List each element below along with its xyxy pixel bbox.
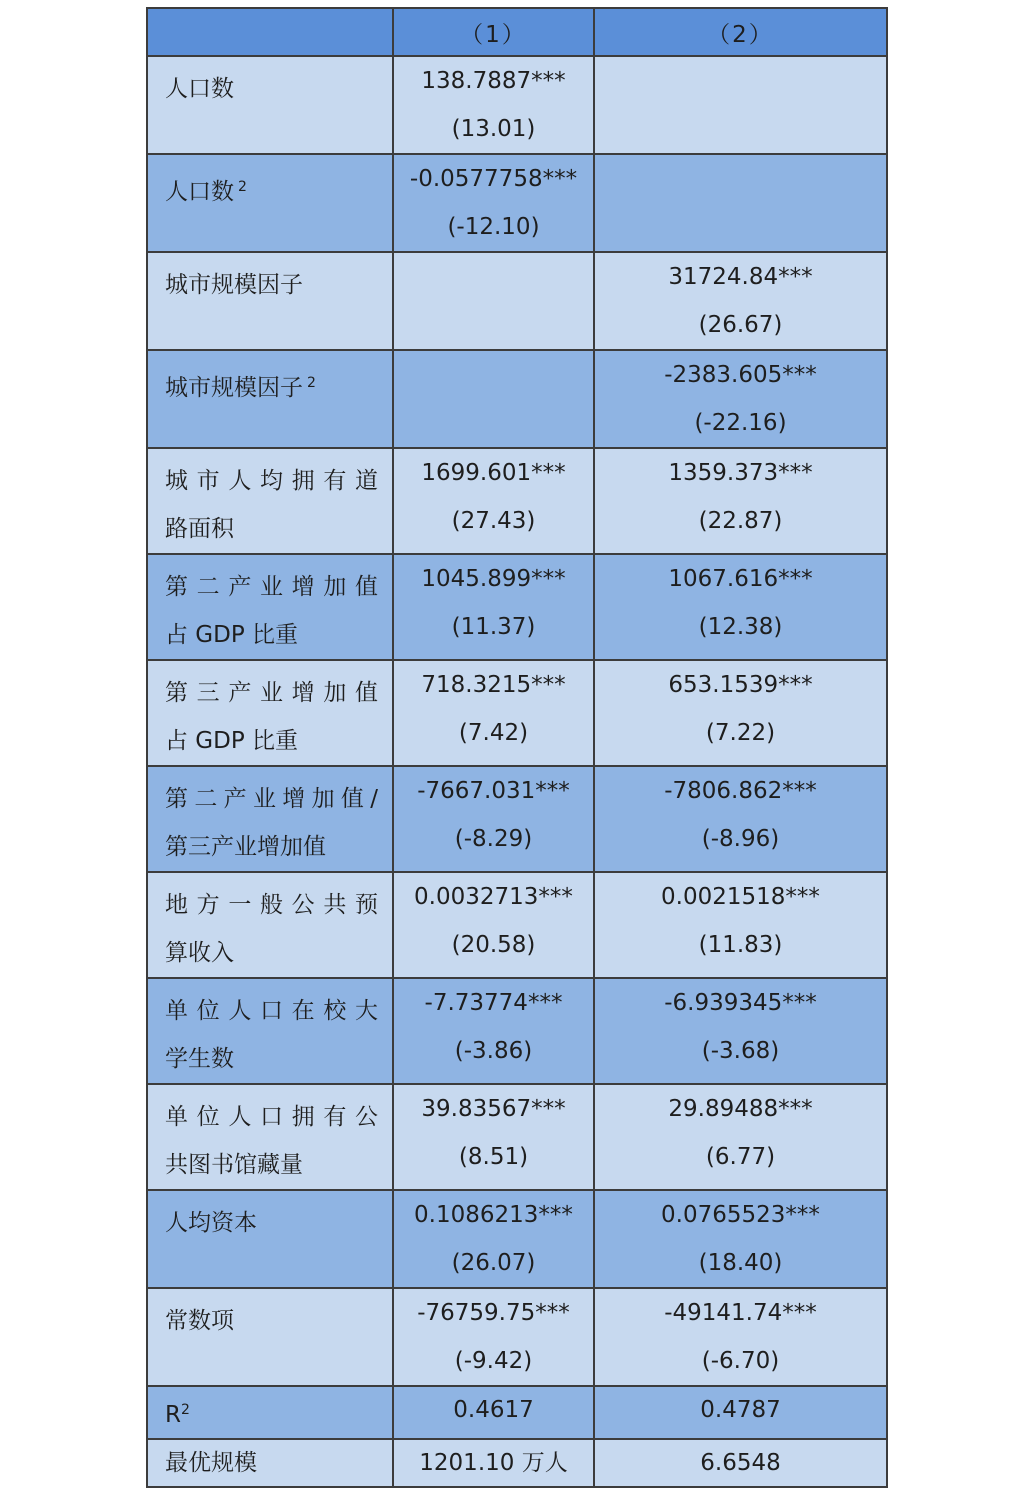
optimal-scale-row	[147, 1439, 887, 1487]
variable-label-cell	[147, 154, 393, 252]
header-cell-model-1: （1）	[393, 8, 594, 56]
coefficient-cell-c2	[594, 448, 887, 554]
t-statistic: (-9.42)	[454, 1348, 533, 1374]
table-row	[147, 766, 887, 872]
coefficient-value: -0.0577758***	[409, 166, 578, 192]
table-row	[147, 660, 887, 766]
superscript: 2	[238, 179, 247, 195]
coefficient-value: -7806.862***	[664, 778, 817, 804]
variable-label	[148, 253, 392, 309]
coefficient-cell-c2	[594, 1084, 887, 1190]
coefficient-value: -2383.605***	[664, 362, 817, 388]
regression-table	[146, 7, 888, 1488]
coefficient-cell-c2	[594, 154, 887, 252]
t-statistic: (-12.10)	[447, 214, 540, 240]
r-squared-cell-c2	[594, 1386, 887, 1439]
variable-label-line: 第三产业增加值	[165, 834, 326, 860]
t-statistic: (-3.86)	[454, 1038, 533, 1064]
variable-label-line: 共图书馆藏量	[165, 1152, 303, 1178]
coefficient-value: -49141.74***	[664, 1300, 817, 1326]
variable-label-cell	[147, 1084, 393, 1190]
coefficient-cell-c2	[594, 252, 887, 350]
variable-label	[148, 155, 392, 216]
variable-label-cell	[147, 350, 393, 448]
coefficient-value: 31724.84***	[668, 264, 813, 290]
variable-label-line: 占 GDP 比重	[165, 622, 299, 648]
coefficient-cell-c1	[393, 1084, 594, 1190]
r-squared-value: 0.4617	[453, 1397, 534, 1423]
table-row	[147, 1084, 887, 1190]
variable-label-line: 城市规模因子	[165, 375, 303, 401]
optimal-scale-label-cell	[147, 1439, 393, 1487]
table-row	[147, 554, 887, 660]
t-statistic: (11.37)	[451, 614, 536, 640]
coefficient-value: 0.1086213***	[414, 1202, 573, 1228]
coefficient-value: -7667.031***	[417, 778, 570, 804]
coefficient-value: 138.7887***	[421, 68, 566, 94]
coefficient-value: 1699.601***	[421, 460, 566, 486]
table-row	[147, 978, 887, 1084]
variable-label-cell	[147, 766, 393, 872]
variable-label-cell	[147, 554, 393, 660]
t-statistic: (-22.16)	[694, 410, 787, 436]
t-statistic: (-6.70)	[701, 1348, 780, 1374]
coefficient-cell-c1	[393, 872, 594, 978]
coefficient-cell-c2	[594, 872, 887, 978]
table-row	[147, 872, 887, 978]
header-cell-label	[147, 8, 393, 56]
table-row	[147, 448, 887, 554]
t-statistic: (-8.29)	[454, 826, 533, 852]
variable-label-line: 城市人均拥有道	[165, 468, 378, 494]
coefficient-value: 1359.373***	[668, 460, 813, 486]
r-squared-label-cell	[147, 1386, 393, 1439]
r-squared-cell-c1	[393, 1386, 594, 1439]
coefficient-value: 1045.899***	[421, 566, 566, 592]
t-statistic: (22.87)	[698, 508, 783, 534]
coefficient-cell-c2	[594, 1190, 887, 1288]
coefficient-cell-c1	[393, 350, 594, 448]
variable-label	[148, 555, 392, 659]
variable-label-line: 第三产业增加值	[165, 680, 378, 706]
variable-label-cell	[147, 1288, 393, 1386]
coefficient-value: 0.0021518***	[661, 884, 820, 910]
coefficient-cell-c1	[393, 978, 594, 1084]
variable-label	[148, 979, 392, 1083]
table-row	[147, 350, 887, 448]
superscript: 2	[307, 375, 316, 391]
r-squared-row	[147, 1386, 887, 1439]
variable-label-line: 城市规模因子	[165, 272, 303, 298]
variable-label-cell	[147, 448, 393, 554]
superscript: 2	[180, 1402, 190, 1418]
r-squared-value: 0.4787	[700, 1397, 781, 1423]
coefficient-cell-c2	[594, 978, 887, 1084]
header-cell-model-2: （2）	[594, 8, 887, 56]
variable-label	[148, 351, 392, 412]
coefficient-value: 39.83567***	[421, 1096, 566, 1122]
r-squared-text: R	[165, 1402, 181, 1428]
table-row	[147, 56, 887, 154]
coefficient-cell-c1	[393, 252, 594, 350]
t-statistic: (-8.96)	[701, 826, 780, 852]
coefficient-cell-c1	[393, 1190, 594, 1288]
coefficient-cell-c1	[393, 554, 594, 660]
variable-label-line: 路面积	[165, 516, 234, 542]
variable-label	[148, 767, 392, 871]
variable-label	[148, 1085, 392, 1189]
t-statistic: (12.38)	[698, 614, 783, 640]
coefficient-cell-c2	[594, 1288, 887, 1386]
t-statistic: (6.77)	[705, 1144, 776, 1170]
variable-label-line: 第二产业增加值	[165, 574, 378, 600]
variable-label-cell	[147, 252, 393, 350]
coefficient-cell-c2	[594, 766, 887, 872]
variable-label-line: 单位人口在校大	[165, 998, 378, 1024]
variable-label-cell	[147, 660, 393, 766]
t-statistic: (13.01)	[451, 116, 536, 142]
variable-label-cell	[147, 978, 393, 1084]
coefficient-value: 653.1539***	[668, 672, 813, 698]
table-row	[147, 154, 887, 252]
variable-label-cell	[147, 1190, 393, 1288]
coefficient-value: -6.939345***	[664, 990, 817, 1016]
variable-label-line: 常数项	[165, 1308, 234, 1334]
optimal-scale-cell-c1	[393, 1439, 594, 1487]
optimal-scale-value: 6.6548	[700, 1450, 781, 1476]
table-row	[147, 252, 887, 350]
header-row	[147, 8, 887, 56]
coefficient-cell-c2	[594, 350, 887, 448]
coefficient-value: -76759.75***	[417, 1300, 570, 1326]
variable-label	[148, 449, 392, 553]
table-row	[147, 1288, 887, 1386]
variable-label-cell	[147, 56, 393, 154]
coefficient-cell-c1	[393, 1288, 594, 1386]
table-row	[147, 1190, 887, 1288]
t-statistic: (20.58)	[451, 932, 536, 958]
variable-label-line: 人口数	[165, 76, 234, 102]
t-statistic: (11.83)	[698, 932, 783, 958]
variable-label	[148, 1289, 392, 1345]
coefficient-cell-c1	[393, 56, 594, 154]
coefficient-value: -7.73774***	[424, 990, 563, 1016]
variable-label-line: 学生数	[165, 1046, 234, 1072]
r-squared-label	[148, 1387, 392, 1438]
optimal-scale-cell-c2	[594, 1439, 887, 1487]
variable-label	[148, 873, 392, 977]
coefficient-cell-c2	[594, 660, 887, 766]
optimal-scale-label: 最优规模	[165, 1450, 257, 1476]
coefficient-cell-c1	[393, 154, 594, 252]
variable-label-line: 占 GDP 比重	[165, 728, 299, 754]
coefficient-value: 1067.616***	[668, 566, 813, 592]
variable-label-line: 地方一般公共预	[165, 892, 378, 918]
coefficient-value: 29.89488***	[668, 1096, 813, 1122]
variable-label	[148, 661, 392, 765]
variable-label-line: 人口数	[165, 179, 234, 205]
coefficient-cell-c1	[393, 448, 594, 554]
variable-label-line: 人均资本	[165, 1210, 257, 1236]
coefficient-cell-c1	[393, 660, 594, 766]
t-statistic: (8.51)	[458, 1144, 529, 1170]
coefficient-cell-c1	[393, 766, 594, 872]
t-statistic: (7.42)	[458, 720, 529, 746]
variable-label	[148, 57, 392, 113]
variable-label-line: 算收入	[165, 940, 234, 966]
t-statistic: (7.22)	[705, 720, 776, 746]
coefficient-cell-c2	[594, 56, 887, 154]
variable-label-cell	[147, 872, 393, 978]
optimal-scale-value: 1201.10 万人	[419, 1450, 568, 1476]
coefficient-cell-c2	[594, 554, 887, 660]
coefficient-value: 0.0032713***	[414, 884, 573, 910]
variable-label-line: 单位人口拥有公	[165, 1104, 378, 1130]
t-statistic: (-3.68)	[701, 1038, 780, 1064]
variable-label-line: 第二产业增加值/	[165, 786, 378, 812]
t-statistic: (27.43)	[451, 508, 536, 534]
t-statistic: (26.67)	[698, 312, 783, 338]
coefficient-value: 0.0765523***	[661, 1202, 820, 1228]
coefficient-value: 718.3215***	[421, 672, 566, 698]
variable-label	[148, 1191, 392, 1247]
t-statistic: (18.40)	[698, 1250, 783, 1276]
t-statistic: (26.07)	[451, 1250, 536, 1276]
